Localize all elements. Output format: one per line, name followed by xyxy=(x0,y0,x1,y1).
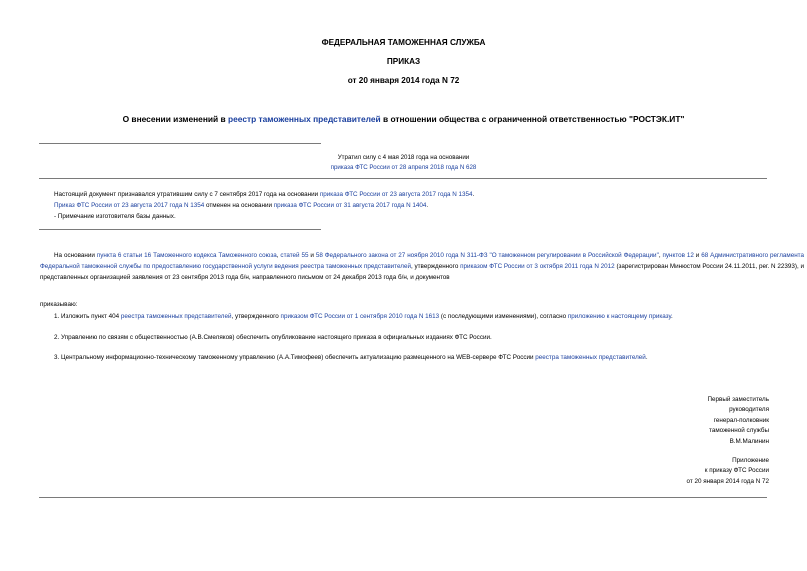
article-55-link[interactable]: статей 55 xyxy=(280,252,309,259)
order-item-2: 2. Управлению по связям с общественностью (А.В.Смеляков) обеспечить опубликование настоящего приказа в официальных изданиях ФТС России. xyxy=(54,334,492,341)
divider xyxy=(39,143,321,144)
db-note-line-2: Приказ ФТС России от 23 августа 2017 года N 1354 отменен на основании приказа ФТС России от 31 августа 2017 года N 1404. xyxy=(54,202,429,209)
order-item-1: 1. Изложить пункт 404 реестра таможенных представителей, утвержденного приказом ФТС России от 1 сентября 2010 года N 1613 (с последующими изменениями), согласно приложению к настоящему приказу. xyxy=(54,313,673,320)
registry-link[interactable]: реестр таможенных представителей xyxy=(228,114,381,124)
preamble-paragraph: На основании пункта 6 статьи 16 Таможенного кодекса Таможенного союза, статей 55 и 58 Федерального закона от 27 ноября 2010 года N 311-ФЗ "О таможенном регулировании в Российской Федерации", пунктов 12 и 68 Административного регламента Федеральной таможенной службы по предоставлению государственной услуги ведения реестра таможенных представителей, утвержденного приказом ФТС России от 3 октября 2011 года N 2012 (зарегистрирован Минюстом России 24.11.2011, рег. N 22393), и представленных организацией заявления от 23 сентября 2013 года б/н, направленного письмом от 24 декабря 2013 года б/н, и документов xyxy=(40,252,805,281)
divider xyxy=(39,178,767,179)
order-item-3: 3. Центральному информационно-техническому таможенному управлению (А.А.Тимофеев) обеспечить актуализацию размещенного на WEB-сервере ФТС России реестра таможенных представителей. xyxy=(54,354,648,361)
federal-law-link[interactable]: 58 Федерального закона от 27 ноября 2010 года N 311-ФЗ "О таможенном регулировании в Российской Федерации" xyxy=(315,252,659,259)
document-subject: О внесении изменений в реестр таможенных представителей в отношении общества с ограниченной ответственностью "РОСТЭК.ИТ" xyxy=(122,114,685,124)
registry-link-3[interactable]: реестра таможенных представителей xyxy=(535,354,646,361)
divider xyxy=(39,229,321,230)
clause-12-link[interactable]: пунктов 12 xyxy=(662,252,694,259)
db-note-line-1: Настоящий документ признавался утратившим силу с 7 сентября 2017 года на основании приказа ФТС России от 23 августа 2017 года N 1354. xyxy=(54,191,475,198)
order-1354-link-2[interactable]: Приказ ФТС России от 23 августа 2017 года N 1354 xyxy=(54,202,205,209)
order-1354-link[interactable]: приказа ФТС России от 23 августа 2017 года N 1354 xyxy=(319,191,473,198)
document-type: ПРИКАЗ xyxy=(386,57,421,66)
order-1404-link[interactable]: приказа ФТС России от 31 августа 2017 года N 1404 xyxy=(273,202,427,209)
status-note: Утратил силу с 4 мая 2018 года на основании приказа ФТС России от 28 апреля 2018 года N 628 xyxy=(330,154,477,171)
registry-link-2[interactable]: реестра таможенных представителей xyxy=(120,313,232,320)
appendix-reference: Приложение к приказу ФТС России от 20 января 2014 года N 72 xyxy=(686,457,769,485)
repeal-order-link[interactable]: приказа ФТС России от 28 апреля 2018 года N 628 xyxy=(330,164,477,171)
agency-title: ФЕДЕРАЛЬНАЯ ТАМОЖЕННАЯ СЛУЖБА xyxy=(321,38,486,47)
regulation-link[interactable]: 68 Административного регламента Федеральной таможенной службы по предоставлению государственной услуги ведения реестра таможенных представителей xyxy=(40,252,805,270)
customs-code-link[interactable]: пункта 6 статьи 16 Таможенного кодекса Таможенного союза xyxy=(96,252,277,259)
order-1613-link[interactable]: приказом ФТС России от 1 сентября 2010 года N 1613 xyxy=(280,313,440,320)
order-2012-link[interactable]: приказом ФТС России от 3 октября 2011 года N 2012 xyxy=(460,262,615,270)
appendix-link[interactable]: приложению к настоящему приказу xyxy=(567,313,672,320)
db-note-line-3: - Примечание изготовителя базы данных. xyxy=(54,213,176,220)
signature-block: Первый заместитель руководителя генерал-полковник таможенной службы В.М.Малинин xyxy=(707,396,769,445)
order-word: приказываю: xyxy=(40,301,78,308)
document-date-number: от 20 января 2014 года N 72 xyxy=(347,76,460,85)
divider xyxy=(39,497,767,498)
